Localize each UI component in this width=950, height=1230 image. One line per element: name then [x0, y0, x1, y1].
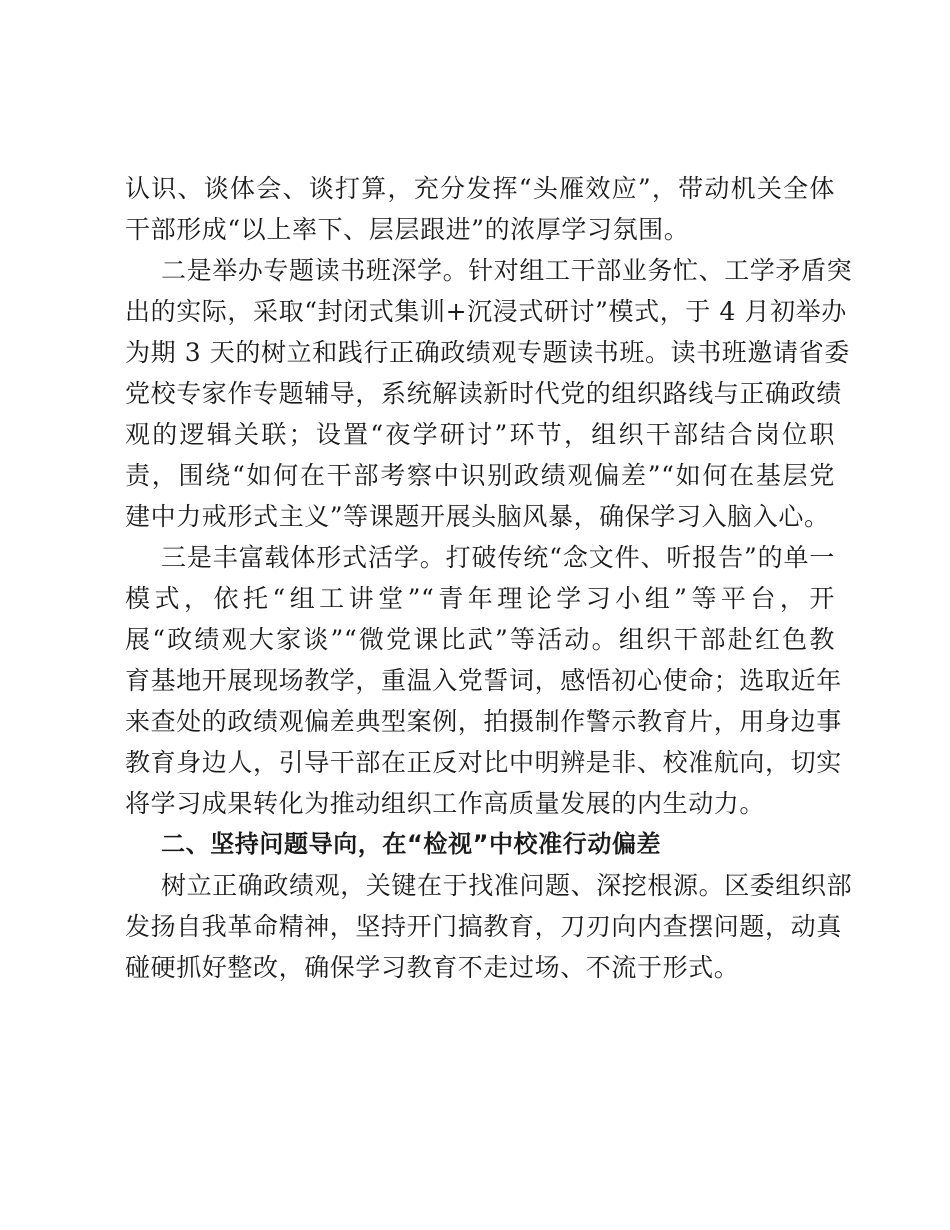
document-body: [125, 168, 853, 988]
text-line: 来查处的政绩观偏差典型案例，拍摄制作警示教育片，用身边事: [125, 707, 842, 736]
text-line: 树立正确政绩观，关键在于找准问题、深挖根源。区委组织部: [161, 871, 853, 900]
text-line: 三是丰富载体形式活学。打破传统“念文件、听报告”的单一: [161, 543, 835, 572]
text-line: 发扬自我革命精神，坚持开门搞教育，刀刃向内查摆问题，动真: [125, 912, 842, 941]
text-line: 观的逻辑关联；设置“夜学研讨”环节，组织干部结合岗位职: [125, 420, 835, 449]
text-line: 出的实际，采取“封闭式集训+沉浸式研讨”模式，于 4 月初举办: [125, 297, 847, 326]
text-line: 建中力戒形式主义”等课题开展头脑风暴，确保学习入脑入心。: [125, 502, 830, 531]
text-line: 展“政绩观大家谈”“微党课比武”等活动。组织干部赴红色教: [125, 625, 835, 654]
text-line: 干部形成“以上率下、层层跟进”的浓厚学习氛围。: [125, 215, 690, 244]
text-line: 模式，依托“组工讲堂”“青年理论学习小组”等平台，开: [125, 584, 835, 613]
text-line: 教育身边人，引导干部在正反对比中明辨是非、校准航向，切实: [125, 748, 842, 777]
text-line: 育基地开展现场教学，重温入党誓词，感悟初心使命；选取近年: [125, 666, 842, 695]
text-line: 党校专家作专题辅导，系统解读新时代党的组织路线与正确政绩: [125, 379, 842, 408]
text-line: 认识、谈体会、谈打算，充分发挥“头雁效应”，带动机关全体: [125, 174, 835, 203]
section-heading: 二、坚持问题导向，在“检视”中校准行动偏差: [161, 830, 662, 858]
text-line: 碰硬抓好整改，确保学习教育不走过场、不流于形式。: [125, 953, 740, 982]
text-line: 二是举办专题读书班深学。针对组工干部业务忙、工学矛盾突: [161, 256, 853, 285]
text-line: 将学习成果转化为推动组织工作高质量发展的内生动力。: [125, 789, 766, 818]
text-line: 为期 3 天的树立和践行正确政绩观专题读书班。读书班邀请省委: [125, 338, 850, 367]
text-line: 责，围绕“如何在干部考察中识别政绩观偏差”“如何在基层党: [125, 461, 835, 490]
